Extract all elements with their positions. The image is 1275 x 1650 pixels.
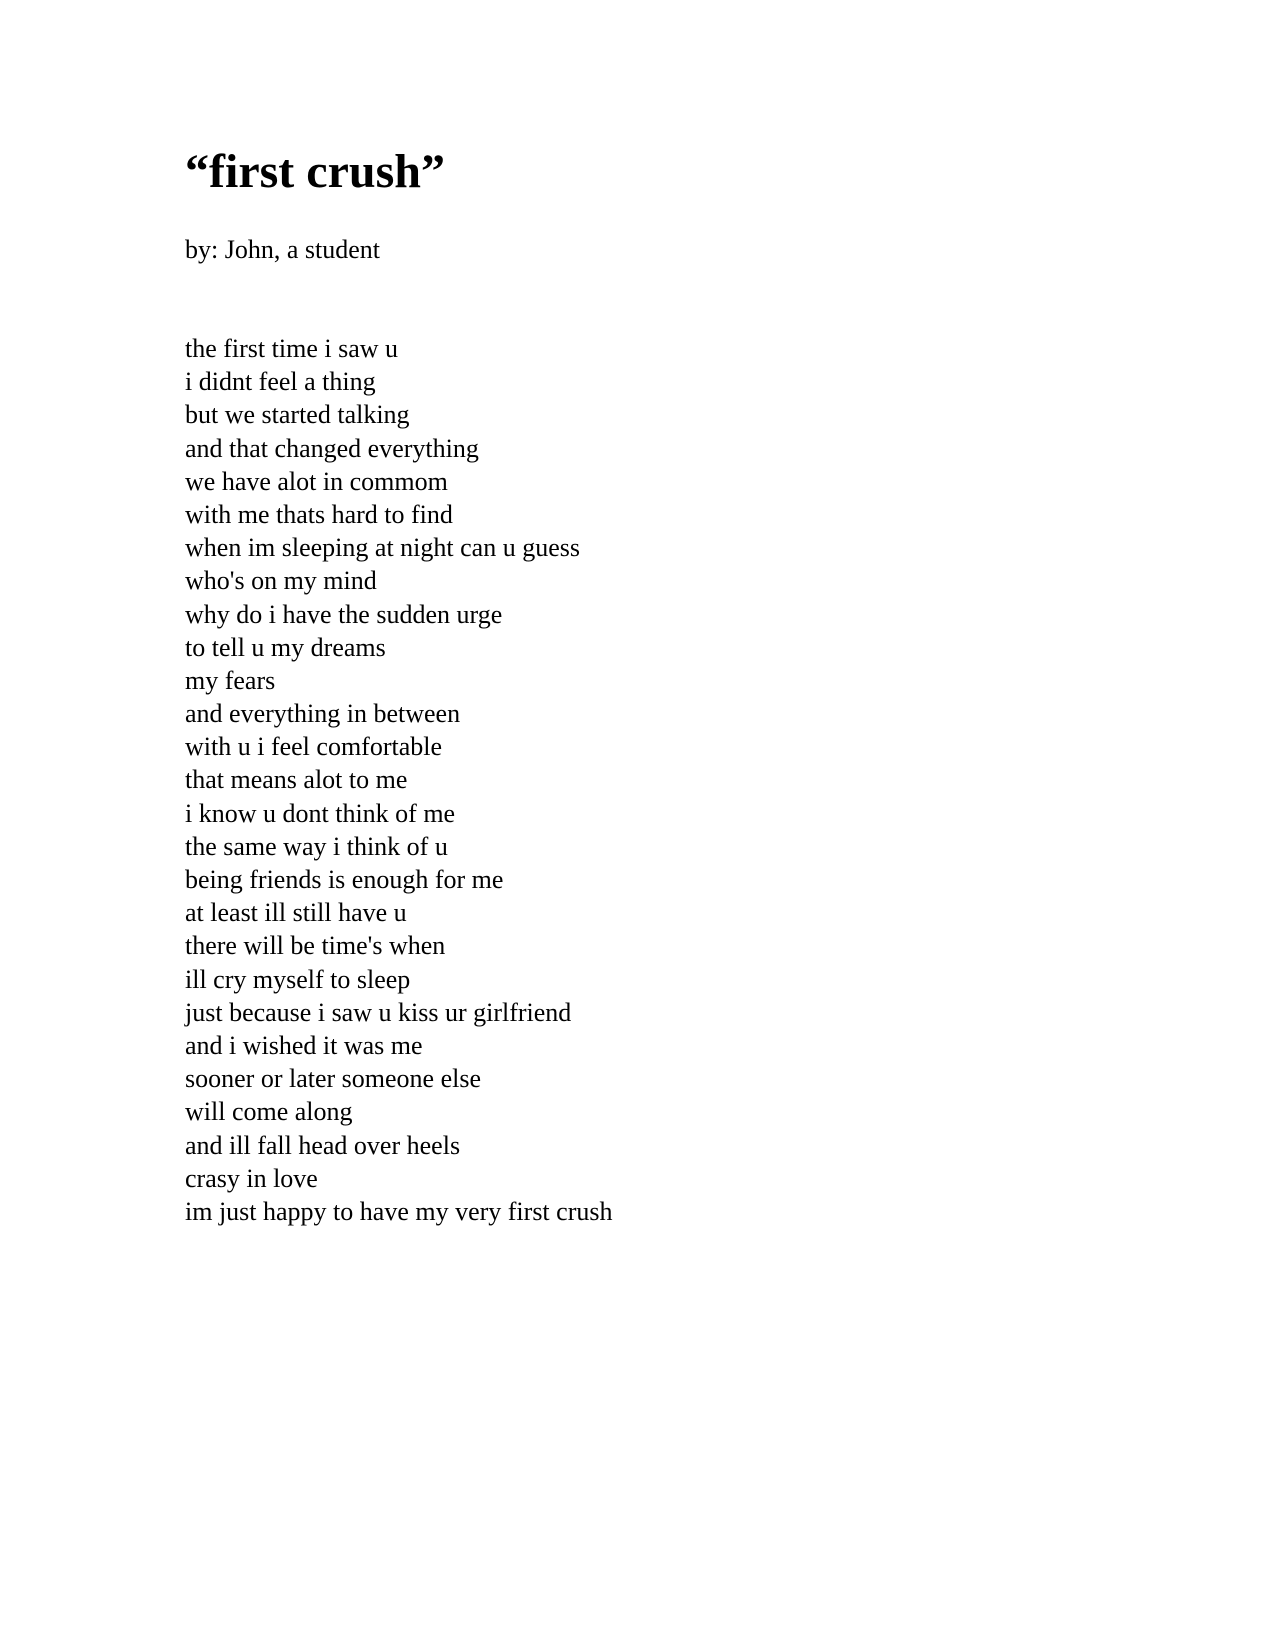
poem-line: and everything in between [185, 699, 461, 729]
poem-line: when im sleeping at night can u guess [185, 533, 580, 563]
poem-line: crasy in love [185, 1163, 318, 1193]
poem-line: with me thats hard to find [185, 499, 453, 529]
poem-line: but we started talking [185, 400, 410, 430]
poem-line: will come along [185, 1097, 353, 1127]
poem-line: the first time i saw u [185, 334, 399, 363]
poem-line: just because i saw u kiss ur girlfriend [185, 997, 572, 1027]
poem-line: we have alot in commom [185, 466, 448, 496]
poem-line: sooner or later someone else [185, 1064, 482, 1094]
poem-line: my fears [185, 665, 276, 695]
poem-line: to tell u my dreams [185, 632, 386, 662]
poem-line: there will be time's when [185, 931, 446, 961]
poem-title: “first crush” [185, 145, 445, 198]
poem-line: i didnt feel a thing [185, 367, 376, 397]
poem-line: the same way i think of u [185, 831, 448, 861]
poem-line: im just happy to have my very first crush [185, 1196, 613, 1226]
poem-body [185, 332, 612, 1228]
poem-line: at least ill still have u [185, 898, 407, 928]
poem-line: and ill fall head over heels [185, 1130, 461, 1160]
poem-line: and i wished it was me [185, 1030, 423, 1060]
poem-line: why do i have the sudden urge [185, 599, 503, 629]
poem-line: i know u dont think of me [185, 798, 456, 828]
poem-line: who's on my mind [185, 566, 377, 596]
poem-line: and that changed everything [185, 433, 479, 463]
poem-line: that means alot to me [185, 765, 408, 795]
poem-byline: by: John, a student [185, 235, 380, 264]
poem-line: ill cry myself to sleep [185, 964, 411, 994]
poem-line: with u i feel comfortable [185, 732, 443, 762]
poem-line: being friends is enough for me [185, 865, 504, 894]
